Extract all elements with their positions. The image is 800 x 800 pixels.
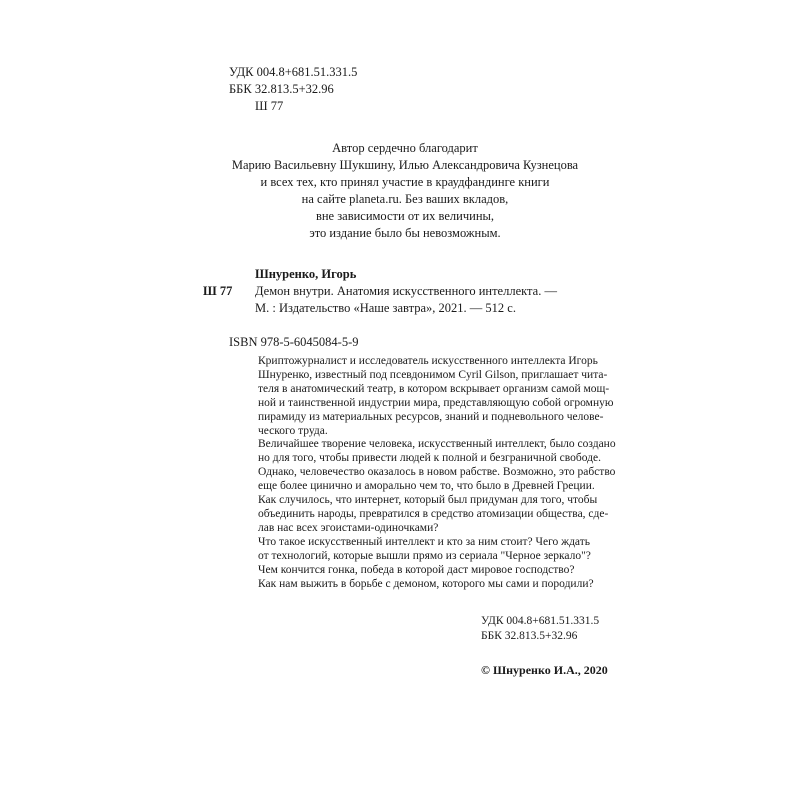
- copyright-icon: ©: [481, 663, 490, 677]
- header-classification-codes: [229, 64, 357, 115]
- annotation-line: еще более цинично и аморально чем то, что было в Древней Греции.: [258, 480, 595, 493]
- annotation-line: пирамиду из материальных ресурсов, знаний и подневольного челове-: [258, 410, 604, 423]
- author-sign: Ш 77: [255, 99, 284, 113]
- record-title: Демон внутри. Анатомия искусственного интеллекта. —: [255, 284, 557, 298]
- footer-udk-code: УДК 004.8+681.51.331.5: [481, 615, 600, 627]
- acknowledgement-line: на сайте planeta.ru. Без ваших вкладов,: [301, 192, 509, 206]
- acknowledgement-line: Автор сердечно благодарит: [332, 141, 478, 155]
- annotation-line: ческого труда.: [258, 424, 328, 437]
- annotation: [258, 355, 616, 591]
- record-publisher: М. : Издательство «Наше завтра», 2021. — 512 с.: [255, 301, 516, 315]
- annotation-line: Как случилось, что интернет, который был придуман для того, чтобы: [258, 494, 598, 507]
- record-code: Ш 77: [203, 284, 233, 298]
- annotation-line: Однако, человечество оказалось в новом рабстве. Возможно, это рабство: [258, 466, 616, 479]
- copyright-holder: Шнуренко И.А., 2020: [492, 663, 608, 677]
- acknowledgement: [200, 140, 610, 242]
- footer-classification-codes: [481, 614, 599, 644]
- annotation-line: но для того, чтобы привести людей к полной и безграничной свободе.: [258, 452, 601, 465]
- acknowledgement-line: Марию Васильевну Шукшину, Илью Александровича Кузнецова: [231, 158, 579, 172]
- annotation-line: Шнуренко, известный под псевдонимом Cyril Gilson, приглашает чита-: [258, 368, 608, 381]
- bibliographic-record: [203, 266, 557, 317]
- annotation-line: Чем кончится гонка, победа в которой даст мировое господство?: [258, 563, 575, 576]
- record-author: Шнуренко, Игорь: [255, 267, 357, 281]
- annotation-line: Криптожурналист и исследователь искусственного интеллекта Игорь: [258, 355, 598, 367]
- record-title-line: [203, 283, 557, 300]
- acknowledgement-line: вне зависимости от их величины,: [315, 209, 495, 223]
- footer-bbk-code: ББК 32.813.5+32.96: [481, 630, 578, 642]
- annotation-line: Что такое искусственный интеллект и кто за ним стоит? Чего ждать: [258, 535, 591, 548]
- annotation-line: от технологий, которые вышли прямо из сериала "Черное зеркало"?: [258, 549, 591, 562]
- udk-code: УДК 004.8+681.51.331.5: [229, 65, 358, 79]
- annotation-line: лав нас всех эгоистами-одиночками?: [258, 521, 439, 534]
- annotation-line: ной и таинственной индустрии мира, представляющую собой огромную: [258, 396, 614, 409]
- annotation-line: Величайшее творение человека, искусственный интеллект, было создано: [258, 438, 616, 451]
- isbn: ISBN 978-5-6045084-5-9: [229, 335, 359, 349]
- annotation-line: объединить народы, превратился в средство атомизации общества, сде-: [258, 507, 609, 520]
- annotation-line: Как нам выжить в борьбе с демоном, которого мы сами и породили?: [258, 577, 594, 590]
- acknowledgement-line: это издание было бы невозможным.: [309, 226, 501, 240]
- annotation-line: теля в анатомический театр, в котором вскрывает организм самой мощ-: [258, 382, 610, 395]
- copyright: [481, 662, 608, 678]
- bbk-code: ББК 32.813.5+32.96: [229, 82, 334, 96]
- acknowledgement-line: и всех тех, кто принял участие в краудфандинге книги: [260, 175, 550, 189]
